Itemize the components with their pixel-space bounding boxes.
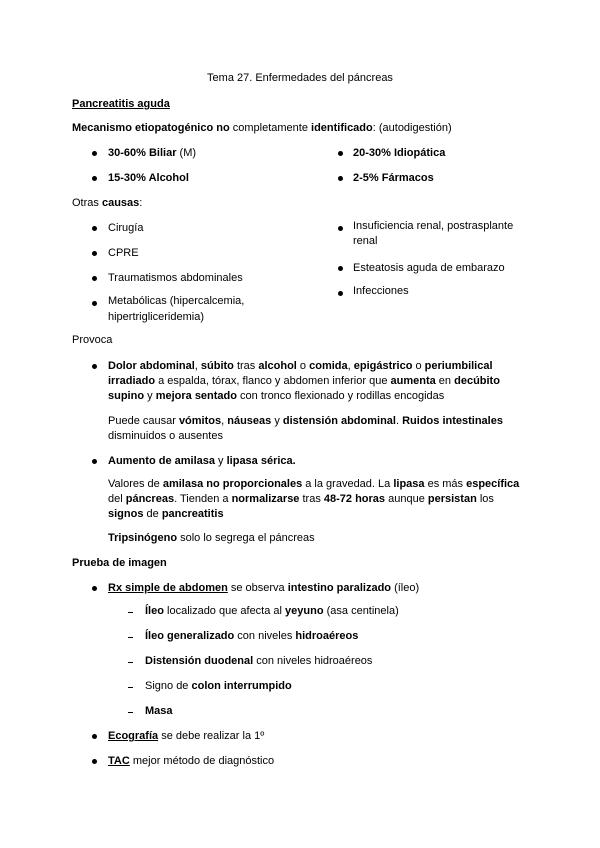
- rx-item: Rx simple de abdomen se observa intestino paralizado (íleo): [108, 582, 420, 594]
- other-cause-item: CPRE: [108, 247, 139, 259]
- other-causes-label: Otras causas:: [72, 197, 143, 209]
- provoca-label: Provoca: [72, 334, 113, 346]
- dash-bullet-icon: [128, 637, 133, 638]
- cause-item: 15-30% Alcohol: [108, 172, 189, 184]
- dash-bullet-icon: [128, 662, 133, 663]
- eco-item: Ecografía se debe realizar la 1º: [108, 730, 265, 742]
- other-cause-item: Traumatismos abdominales: [108, 272, 243, 284]
- other-cause-item: Infecciones: [353, 285, 409, 297]
- bullet-icon: [338, 151, 343, 156]
- bullet-icon: [338, 226, 343, 231]
- rx-subitem: Distensión duodenal con niveles hidroaéreos: [145, 655, 373, 667]
- pain-line-2: irradiado a espalda, tórax, flanco y abdomen inferior que aumenta en decúbito: [108, 375, 500, 387]
- bullet-icon: [92, 176, 97, 181]
- dash-bullet-icon: [128, 712, 133, 713]
- tripsinogeno-line: Tripsinógeno solo lo segrega el páncreas: [108, 532, 315, 544]
- values-line-3: signos de pancreatitis: [108, 508, 224, 520]
- page-title: Tema 27. Enfermedades del páncreas: [207, 72, 393, 84]
- other-cause-item: Metabólicas (hipercalcemia, hipertrigliceridemia): [108, 295, 245, 323]
- amylase-item: Aumento de amilasa y lipasa sérica.: [108, 455, 296, 467]
- bullet-icon: [92, 276, 97, 281]
- other-cause-item: Insuficiencia renal, postrasplante renal: [353, 220, 514, 247]
- mechanism-line: Mecanismo etiopatogénico no completamente identificado: (autodigestión): [72, 122, 452, 134]
- pain-extra-line-1: Puede causar vómitos, náuseas y distensión abdominal. Ruidos intestinales: [108, 415, 503, 427]
- section-heading-imaging: Prueba de imagen: [72, 557, 167, 569]
- bullet-icon: [92, 226, 97, 231]
- bullet-icon: [92, 734, 97, 739]
- pain-line-1: Dolor abdominal, súbito tras alcohol o comida, epigástrico o periumbilical: [108, 360, 493, 372]
- values-line-2: del páncreas. Tienden a normalizarse tras 48-72 horas aunque persistan los: [108, 493, 494, 505]
- rx-subitem: Masa: [145, 705, 173, 717]
- bullet-icon: [338, 266, 343, 271]
- pain-extra-line-2: disminuidos o ausentes: [108, 430, 223, 442]
- rx-subitem: Signo de colon interrumpido: [145, 680, 292, 692]
- bullet-icon: [92, 251, 97, 256]
- cause-item: 2-5% Fármacos: [353, 172, 434, 184]
- tac-item: TAC mejor método de diagnóstico: [108, 755, 275, 767]
- cause-item: 20-30% Idiopática: [353, 147, 446, 159]
- section-heading-pancreatitis: Pancreatitis aguda: [72, 98, 170, 110]
- other-cause-item: Esteatosis aguda de embarazo: [353, 262, 505, 274]
- cause-item: 30-60% Biliar (M): [108, 147, 197, 159]
- bullet-icon: [92, 301, 97, 306]
- rx-subitem: Íleo generalizado con niveles hidroaéreos: [145, 630, 359, 642]
- bullet-icon: [338, 291, 343, 296]
- pain-line-3: supino y mejora sentado con tronco flexionado y rodillas encogidas: [108, 390, 445, 402]
- bullet-icon: [92, 459, 97, 464]
- dash-bullet-icon: [128, 687, 133, 688]
- values-line-1: Valores de amilasa no proporcionales a la gravedad. La lipasa es más específica: [108, 478, 520, 490]
- rx-subitem: Íleo localizado que afecta al yeyuno (asa centinela): [145, 605, 399, 617]
- bullet-icon: [92, 586, 97, 591]
- bullet-icon: [92, 759, 97, 764]
- bullet-icon: [92, 364, 97, 369]
- other-cause-item: Cirugía: [108, 222, 144, 234]
- bullet-icon: [338, 176, 343, 181]
- bullet-icon: [92, 151, 97, 156]
- dash-bullet-icon: [128, 612, 133, 613]
